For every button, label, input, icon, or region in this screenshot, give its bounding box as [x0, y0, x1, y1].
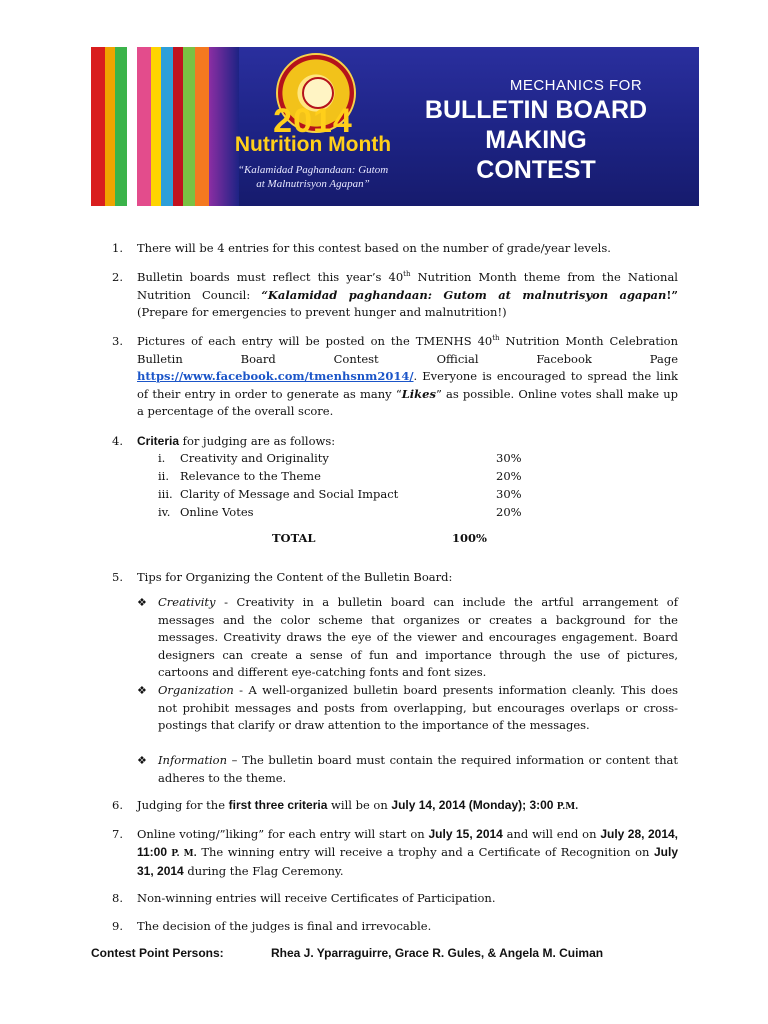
tip-information: ❖ Information – The bulletin board must contain the required information or content that adheres to the theme.: [137, 753, 678, 785]
footer-names: Rhea J. Yparraguirre, Grace R. Gules, & Angela M. Cuiman: [271, 946, 604, 960]
header-banner: [91, 47, 699, 206]
facebook-page-link[interactable]: https://www.facebook.com/tmenhsnm2014/: [137, 369, 414, 383]
banner-event: Nutrition Month: [234, 133, 392, 156]
banner-subtitle: MECHANICS FOR: [509, 77, 643, 94]
banner-year: 2014: [273, 102, 353, 140]
tip-creativity: ❖ Creativity - Creativity in a bulletin board can include the artful arrangement of messages and the color scheme that organizes or creates a background for the messages. Creativity draws the eye of the viewer and encourages engagement. Board designers can create a sense of fun and importance through the use of pictures, cartoons and different eye-catching fonts and font sizes.: [137, 595, 678, 679]
diamond-bullet-icon: ❖: [137, 754, 147, 767]
tip-organization: ❖ Organization - A well-organized bulletin board presents information cleanly. This does not prohibit messages and posts from overlapping, but encourages overlaps or cross-postings that clarify or draw attention to the importance of the messages.: [137, 683, 678, 732]
diamond-bullet-icon: ❖: [137, 596, 147, 609]
list-item-7: 7. Online voting/”liking” for each entry will start on July 15, 2014 and will end on July 28, 2014, 11:00 P. M. The winning entry will receive a trophy and a Certificate of Recognition on July 31, 2014 during the Flag Ceremony.: [112, 827, 679, 878]
diamond-bullet-icon: ❖: [137, 684, 147, 697]
banner-motto: “Kalamidad Paghandaan: Gutom at Malnutrisyon Agapan”: [237, 164, 389, 190]
list-item-2: 2. Bulletin boards must reflect this year’s 40th Nutrition Month theme from the National Nutrition Council: “Kalamidad paghandaan: Gutom at malnutrisyon agapan!” (Prepare for emergencies to prevent hunger and malnutrition!): [112, 270, 678, 319]
banner-title: BULLETIN BOARD MAKING CONTEST: [424, 96, 648, 184]
footer-label: Contest Point Persons:: [91, 946, 224, 960]
list-item-3: 3. Pictures of each entry will be posted on the TMENHS 40th Nutrition Month Celebration Bulletin Board Contest Official Facebook Page https://www.facebook.com/tmenhsnm2014/. Everyone is encouraged to spread the link of their entry in order to generate as many “Likes” as possible. Online votes shall make up a percentage of the overall score.: [112, 334, 679, 418]
